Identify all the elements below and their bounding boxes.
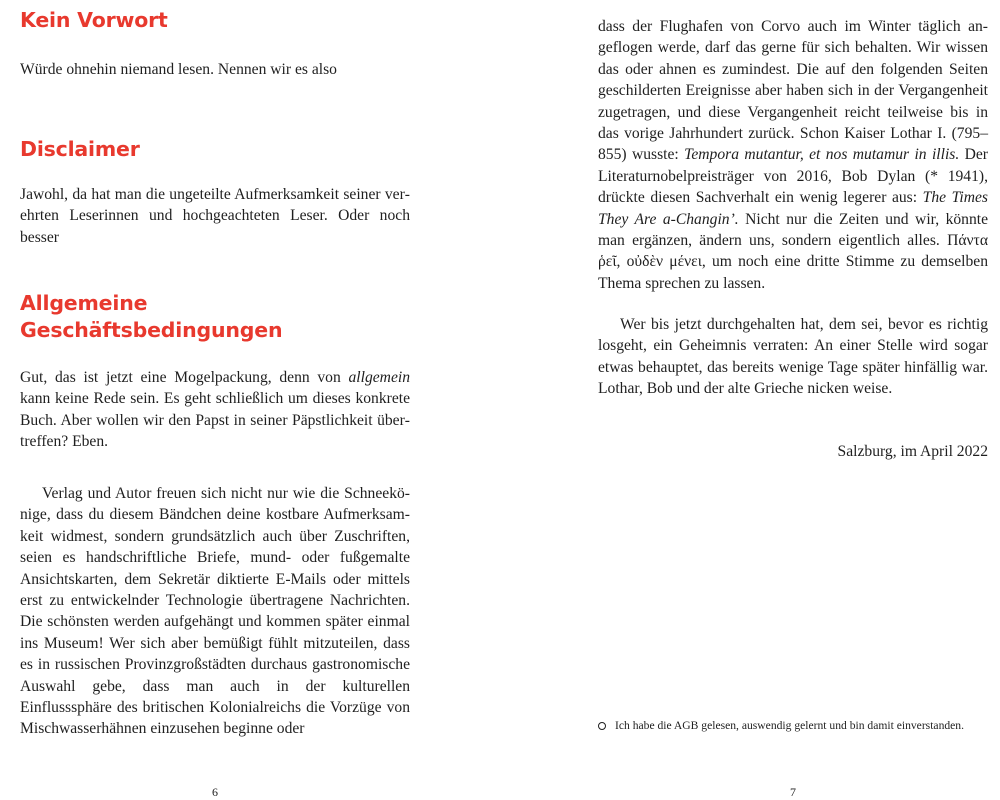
page-number-left: 6 <box>212 785 218 799</box>
agb-consent-row[interactable] <box>598 718 990 734</box>
secret-paragraph: Wer bis jetzt durchgehalten hat, dem sei, bevor es richtig losgeht, ein Geheimnis verraten: An einer Stelle wird sogar etwas behauptet, das bereits wenige Tage später hinfällig war. Lothar, Bob und der alte Grieche nicken weise. <box>598 316 988 398</box>
vorwort-paragraph: Würde ohnehin niemand lesen. Nennen wir es also <box>20 61 337 78</box>
agb-text-before: Gut, das ist jetzt eine Mogelpackung, denn von <box>20 369 349 386</box>
agb-consent-label: Ich habe die AGB gelesen, auswendig gelernt und bin damit einverstanden. <box>615 719 965 732</box>
agb-text-after: kann keine Rede sein. Es geht schließlich um dieses konkrete Buch. Aber wollen wir den Papst in seiner Päpstlichkeit übertreffen? Eben. <box>20 390 410 451</box>
left-page <box>20 0 410 800</box>
latin-quote: Tempora mutantur, et nos mutamur in illis. <box>684 146 960 164</box>
disclaimer-paragraph: Jawohl, da hat man die ungeteilte Aufmerksamkeit seiner verehrten Leserinnen und hochgeachteten Leser. Oder noch besser <box>20 186 410 246</box>
heading-disclaimer: Disclaimer <box>20 137 140 161</box>
heading-agb-line2: Geschäftsbedingungen <box>20 318 283 342</box>
intro-text-a: dass der Flughafen von Corvo auch im Winter täglich angeflogen werde, darf das gerne für sich behalten. Wir wissen das oder ahnen es zumindest. Die auf den folgenden Seiten geschilderten Ereignisse aber haben sich in der Vergangenheit zugetragen, und diese Vergangenheit reicht teilweise bis in das vorige Jahrhundert zurück. Schon Kaiser Lothar I. (795–855) wusste: <box>598 18 988 164</box>
intro-text-c: Nicht nur die Zeiten und wir, könnte man ergänzen, ändern uns, sondern eigentlich alles. Πάντα ῥεῖ, οὐδὲν μένει, um noch eine dritte Stimme zu demselben Thema sprechen zu lassen. <box>598 210 989 292</box>
verlag-paragraph: Verlag und Autor freuen sich nicht nur wie die Schneekönige, dass du diesem Bändchen deine kostbare Aufmerksamkeit widmest, sondern grundsätzlich auch über Zuschriften, seien es handschriftliche Briefe, mund- oder fußgemalte Ansichtskarten, dem Sekretär diktierte E-Mails oder mittels erst zu entwickelnder Technologie übertragene Nachrichten. Die schönsten werden aufgehängt und kommen später einmal ins Museum! Wer sich aber bemüßigt fühlt mitzuteilen, dass es in russischen Provinzgroßstädten durchaus gastronomische Auswahl gebe, dass man auch in der kulturellen Einflusssphäre des britischen Kolonialreichs die Vorzüge von Mischwasserhähnen einzusehen beginne oder <box>20 485 410 738</box>
right-page <box>598 0 988 800</box>
intro-paragraph <box>598 16 988 294</box>
agb-paragraph <box>20 367 410 453</box>
intro-text-b: Der Literaturnobelpreisträger von 2016, Bob Dylan (* 1941), drückte diesen Sachverhalt ein wenig legerer aus: <box>598 146 988 207</box>
dylan-quote: The Times They Are a-Changin’. <box>598 189 988 228</box>
page-number-right: 7 <box>790 785 796 799</box>
heading-agb <box>20 290 282 344</box>
agb-text-italic: allgemein <box>348 369 410 386</box>
heading-kein-vorwort: Kein Vorwort <box>20 8 168 32</box>
place-date: Salzburg, im April 2022 <box>837 443 988 460</box>
agb-consent-checkbox[interactable] <box>598 722 606 730</box>
heading-agb-line1: Allgemeine <box>20 291 148 315</box>
